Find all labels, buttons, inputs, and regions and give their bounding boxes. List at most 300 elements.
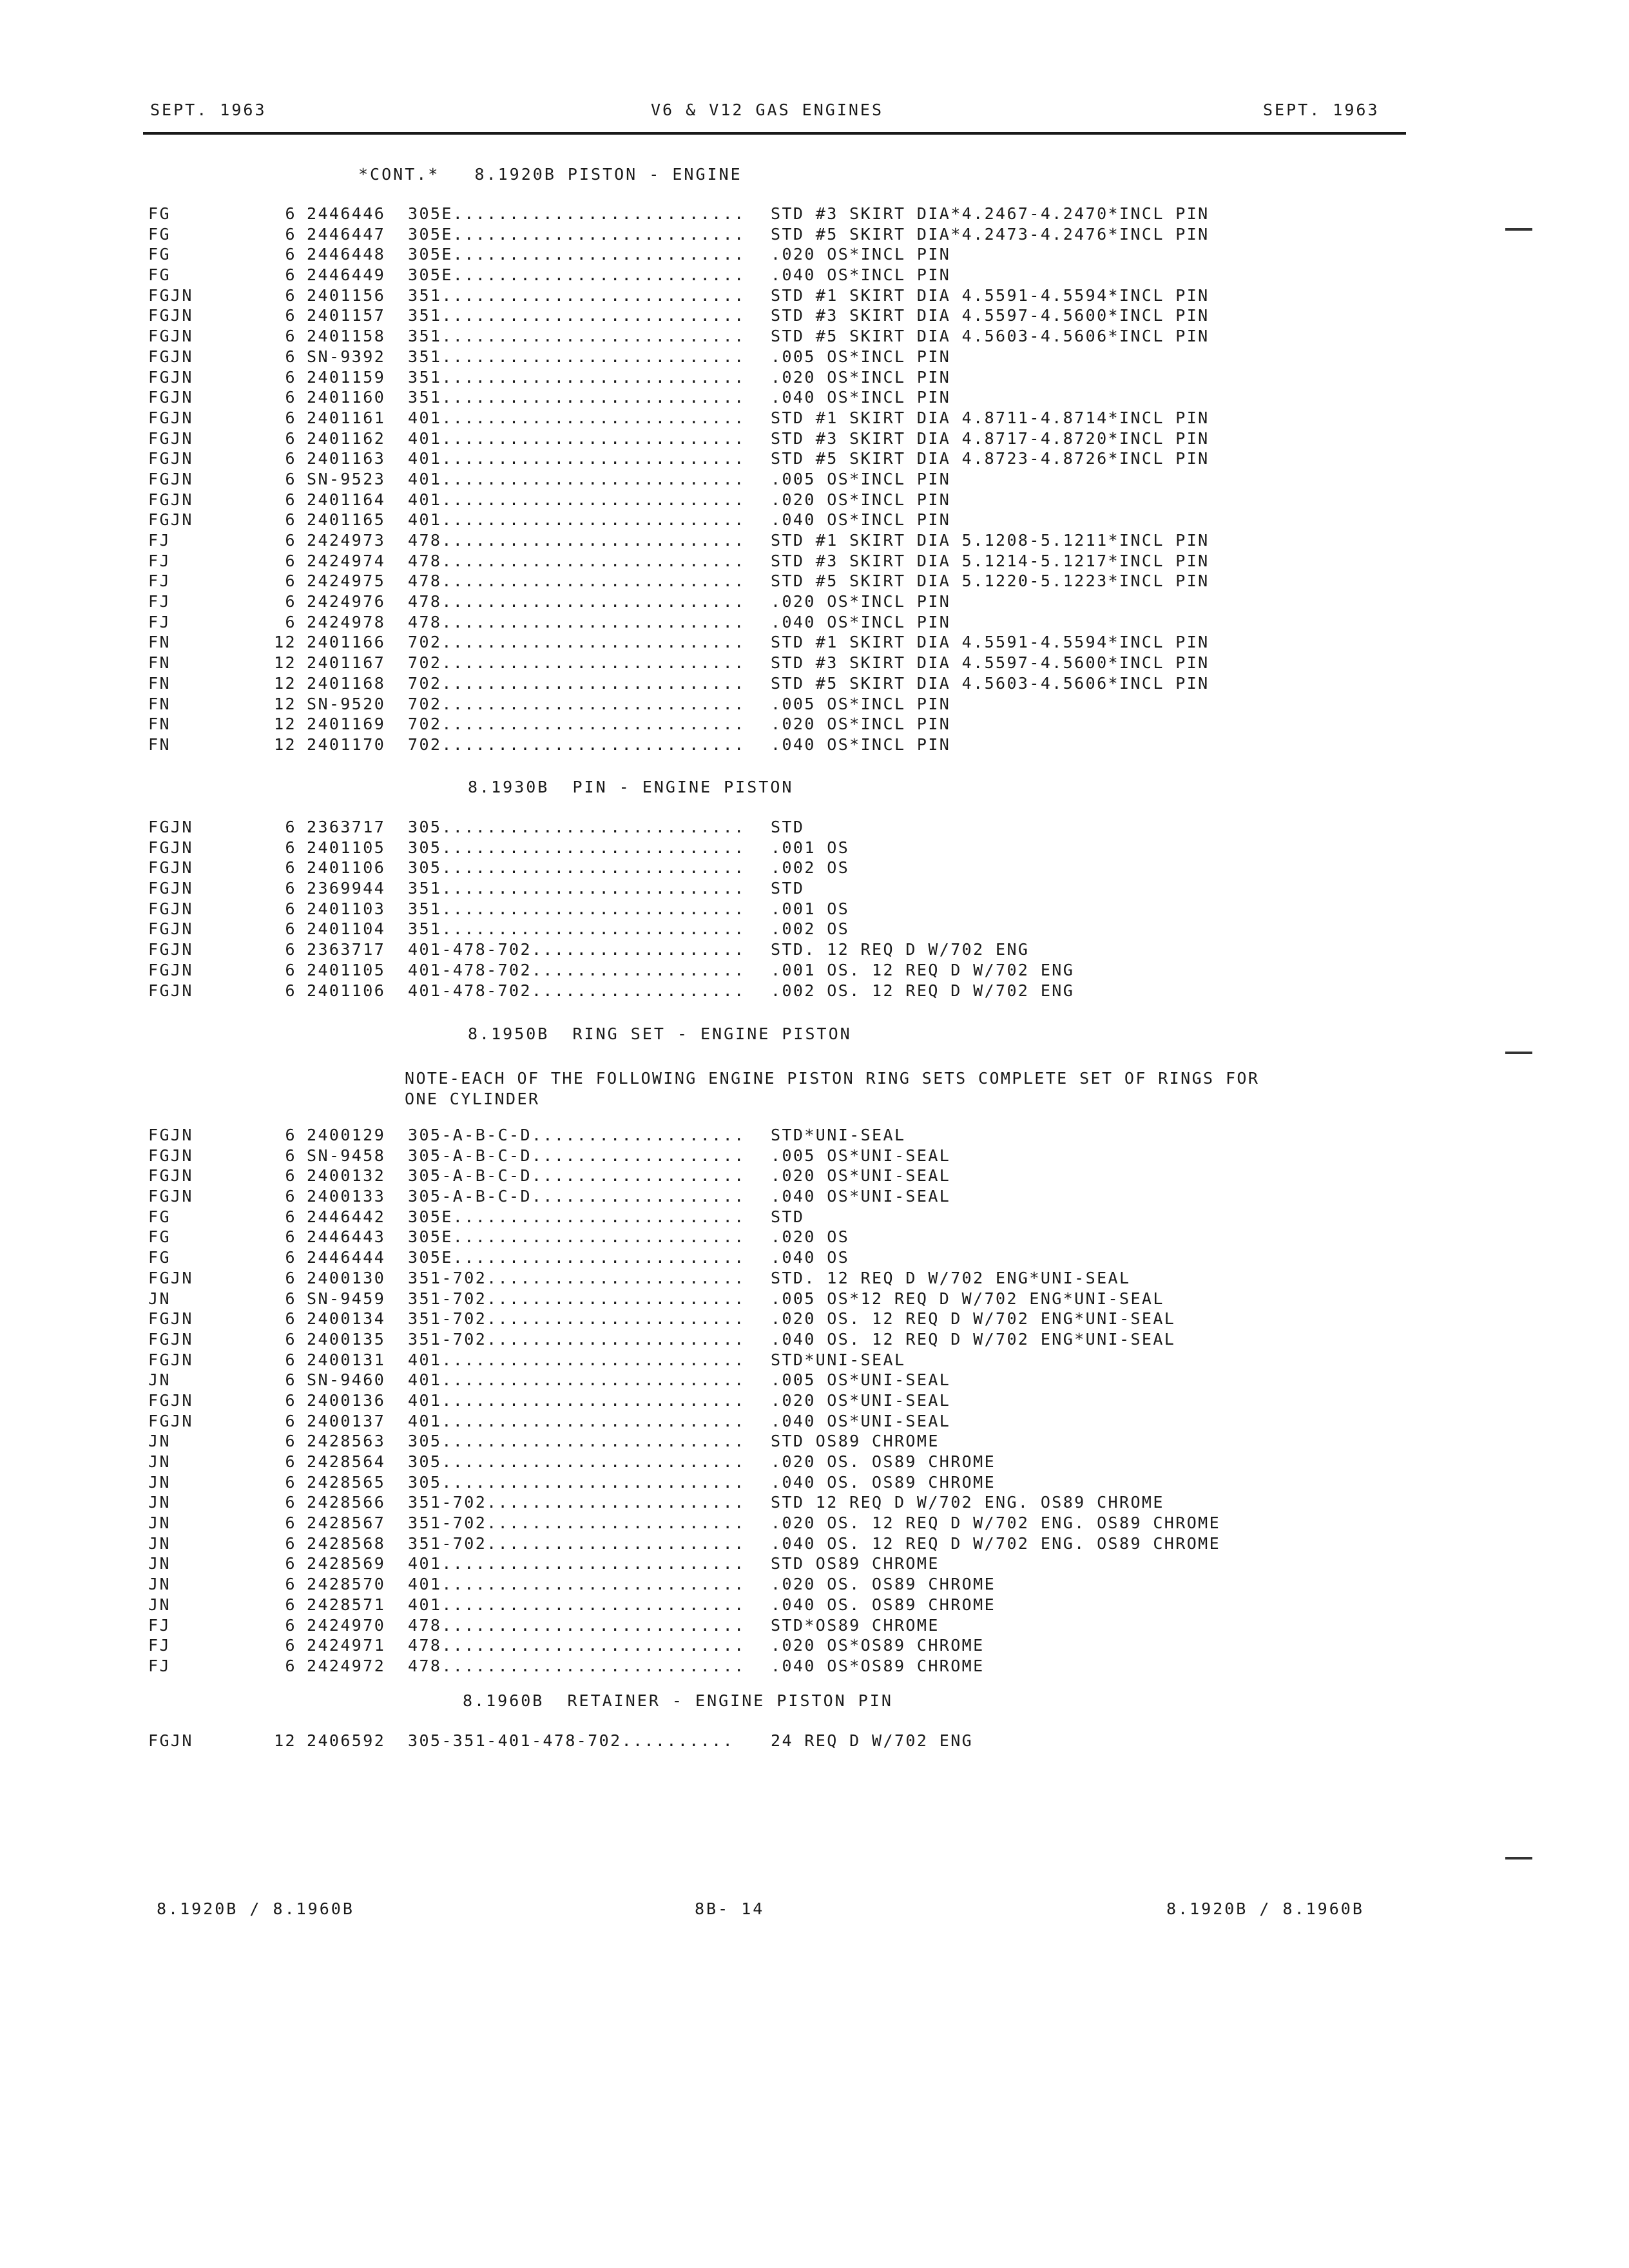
description: .005 OS*INCL PIN	[771, 694, 951, 713]
table-row	[0, 714, 1629, 735]
part-number: 2424970	[307, 1615, 386, 1635]
part-number: 2428564	[307, 1452, 386, 1471]
part-number: 2400132	[307, 1166, 386, 1186]
table-row	[0, 530, 1629, 551]
table-row	[0, 1431, 1629, 1452]
table-row	[0, 1186, 1629, 1207]
part-number: 2401160	[307, 388, 386, 407]
engine-model: 401...........................	[408, 1370, 746, 1390]
quantity: 12	[274, 673, 296, 693]
ring-set-note	[405, 1068, 1259, 1109]
engine-model: 401...........................	[408, 1575, 746, 1594]
model-code: FJ	[148, 1636, 171, 1655]
table-row	[0, 428, 1629, 449]
part-number: 2446444	[307, 1248, 386, 1267]
description: STD #3 SKIRT DIA 4.8717-4.8720*INCL PIN	[771, 428, 1210, 448]
quantity: 6	[285, 1309, 296, 1329]
engine-model: 351-702.......................	[408, 1514, 746, 1533]
model-code: FGJN	[148, 469, 193, 488]
engine-model: 305E..........................	[408, 245, 746, 264]
quantity: 6	[285, 1207, 296, 1226]
part-number: SN-9523	[307, 469, 386, 488]
description: .040 OS. OS89 CHROME	[771, 1472, 996, 1492]
quantity: 6	[285, 1452, 296, 1471]
part-number: 2401169	[307, 715, 386, 734]
model-code: FG	[148, 1227, 171, 1247]
part-number: 2400131	[307, 1350, 386, 1369]
description: .040 OS. OS89 CHROME	[771, 1595, 996, 1614]
description: .020 OS*UNI-SEAL	[771, 1166, 951, 1186]
model-code: FGJN	[148, 408, 193, 427]
table-row	[0, 510, 1629, 530]
model-code: FG	[148, 224, 171, 244]
part-number: 2424974	[307, 551, 386, 570]
description: STD	[771, 1207, 805, 1226]
description: STD #3 SKIRT DIA 4.5597-4.5600*INCL PIN	[771, 653, 1210, 673]
engine-model: 401...........................	[408, 1554, 746, 1573]
model-code: FGJN	[148, 879, 193, 898]
description: .020 OS*INCL PIN	[771, 592, 951, 611]
model-code: FGJN	[148, 490, 193, 509]
model-code: FGJN	[148, 1350, 193, 1369]
part-number: 2424976	[307, 592, 386, 611]
description: STD #5 SKIRT DIA 4.5603-4.5606*INCL PIN	[771, 327, 1210, 346]
engine-model: 478...........................	[408, 612, 746, 631]
part-number: SN-9458	[307, 1146, 386, 1165]
table-row	[0, 285, 1629, 306]
part-number: 2446448	[307, 245, 386, 264]
table-row	[0, 1146, 1629, 1166]
model-code: JN	[148, 1370, 171, 1390]
quantity: 6	[285, 551, 296, 570]
quantity: 6	[285, 981, 296, 1000]
engine-model: 702...........................	[408, 673, 746, 693]
model-code: FGJN	[148, 981, 193, 1000]
table-row	[0, 1207, 1629, 1227]
engine-model: 401...........................	[408, 490, 746, 509]
model-code: FN	[148, 694, 171, 713]
engine-model: 401...........................	[408, 1411, 746, 1430]
description: .020 OS. OS89 CHROME	[771, 1452, 996, 1471]
ring-set-note-line1: NOTE-EACH OF THE FOLLOWING ENGINE PISTON RING SETS COMPLETE SET OF RINGS FOR	[405, 1069, 1260, 1088]
engine-model: 351...........................	[408, 388, 746, 407]
quantity: 6	[285, 469, 296, 488]
quantity: 6	[285, 1554, 296, 1573]
engine-model: 305-A-B-C-D...................	[408, 1166, 746, 1186]
part-number: SN-9459	[307, 1289, 386, 1308]
part-number: 2428566	[307, 1493, 386, 1512]
part-number: 2446443	[307, 1227, 386, 1247]
engine-model: 305...........................	[408, 858, 746, 878]
table-row	[0, 265, 1629, 285]
description: .040 OS*INCL PIN	[771, 612, 951, 631]
description: STD*UNI-SEAL	[771, 1350, 906, 1369]
quantity: 6	[285, 265, 296, 285]
part-number: 2400136	[307, 1390, 386, 1410]
quantity: 6	[285, 612, 296, 631]
quantity: 6	[285, 818, 296, 836]
model-code: JN	[148, 1493, 171, 1512]
table-row	[0, 1492, 1629, 1513]
quantity: 6	[285, 1493, 296, 1512]
part-number: 2401170	[307, 735, 386, 754]
description: STD*UNI-SEAL	[771, 1126, 906, 1144]
model-code: FJ	[148, 572, 171, 591]
engine-model: 351...........................	[408, 879, 746, 898]
table-row	[0, 939, 1629, 960]
part-number: 2401161	[307, 408, 386, 427]
footer-left: 8.1920B / 8.1960B	[157, 1899, 354, 1918]
description: STD. 12 REQ D W/702 ENG*UNI-SEAL	[771, 1268, 1131, 1287]
engine-model: 478...........................	[408, 1636, 746, 1655]
quantity: 6	[285, 449, 296, 468]
part-number: 2401159	[307, 367, 386, 387]
part-number: 2428570	[307, 1575, 386, 1594]
description: .040 OS*INCL PIN	[771, 510, 951, 530]
engine-model: 305-351-401-478-702..........	[408, 1731, 735, 1750]
quantity: 6	[285, 1411, 296, 1430]
engine-model: 351...........................	[408, 285, 746, 305]
model-code: FGJN	[148, 838, 193, 857]
table-row	[0, 326, 1629, 347]
model-code: FN	[148, 653, 171, 673]
engine-model: 478...........................	[408, 1656, 746, 1675]
description: STD #5 SKIRT DIA*4.2473-4.2476*INCL PIN	[771, 224, 1210, 244]
table-row	[0, 1452, 1629, 1472]
quantity: 6	[285, 347, 296, 366]
description: .002 OS	[771, 858, 850, 878]
model-code: FJ	[148, 531, 171, 550]
table-row	[0, 1350, 1629, 1370]
model-code: JN	[148, 1595, 171, 1614]
part-number: 2428567	[307, 1514, 386, 1533]
model-code: FGJN	[148, 1309, 193, 1329]
engine-model: 305E..........................	[408, 265, 746, 285]
table-row	[0, 1533, 1629, 1554]
quantity: 6	[285, 572, 296, 591]
model-code: FJ	[148, 612, 171, 631]
table-row	[0, 1553, 1629, 1574]
description: .040 OS*INCL PIN	[771, 265, 951, 285]
part-number: SN-9520	[307, 694, 386, 713]
quantity: 6	[285, 1146, 296, 1165]
table-row	[0, 735, 1629, 755]
quantity: 6	[285, 388, 296, 407]
section-title-retainer: 8.1960B RETAINER - ENGINE PISTON PIN	[463, 1691, 893, 1710]
table-row	[0, 612, 1629, 633]
engine-model: 401...........................	[408, 1390, 746, 1410]
part-number: 2446442	[307, 1207, 386, 1226]
table-row	[0, 1268, 1629, 1289]
quantity: 6	[285, 899, 296, 918]
table-row	[0, 448, 1629, 469]
quantity: 12	[274, 653, 296, 673]
engine-model: 305...........................	[408, 1452, 746, 1471]
description: STD 12 REQ D W/702 ENG. OS89 CHROME	[771, 1493, 1164, 1512]
description: .020 OS*INCL PIN	[771, 367, 951, 387]
model-code: FJ	[148, 551, 171, 570]
model-code: FGJN	[148, 347, 193, 366]
quantity: 6	[285, 1268, 296, 1287]
description: .040 OS*INCL PIN	[771, 735, 951, 754]
table-row	[0, 960, 1629, 981]
quantity: 6	[285, 1227, 296, 1247]
engine-model: 401-478-702...................	[408, 940, 746, 959]
part-number: 2424973	[307, 531, 386, 550]
quantity: 6	[285, 490, 296, 509]
table-row	[0, 224, 1629, 245]
engine-model: 401...........................	[408, 1350, 746, 1369]
description: STD #5 SKIRT DIA 4.5603-4.5606*INCL PIN	[771, 673, 1210, 693]
part-number: 2400137	[307, 1411, 386, 1430]
engine-model: 401...........................	[408, 449, 746, 468]
table-row	[0, 1472, 1629, 1493]
model-code: JN	[148, 1533, 171, 1553]
engine-model: 305E..........................	[408, 1248, 746, 1267]
table-row	[0, 1513, 1629, 1533]
engine-model: 401...........................	[408, 510, 746, 530]
engine-model: 702...........................	[408, 694, 746, 713]
model-code: FGJN	[148, 306, 193, 325]
model-code: FGJN	[148, 428, 193, 448]
description: .040 OS*UNI-SEAL	[771, 1411, 951, 1430]
table-row	[0, 694, 1629, 715]
quantity: 6	[285, 531, 296, 550]
description: .040 OS*OS89 CHROME	[771, 1656, 985, 1675]
description: .020 OS*INCL PIN	[771, 490, 951, 509]
table-row	[0, 347, 1629, 367]
part-number: 2401104	[307, 919, 386, 939]
part-number: 2401162	[307, 428, 386, 448]
model-code: FGJN	[148, 1411, 193, 1430]
table-row	[0, 817, 1629, 838]
table-row	[0, 387, 1629, 408]
header-date-right: SEPT. 1963	[1263, 101, 1380, 119]
table-row	[0, 1125, 1629, 1146]
engine-model: 478...........................	[408, 531, 746, 550]
table-row	[0, 1411, 1629, 1432]
quantity: 6	[285, 1166, 296, 1186]
engine-model: 351...........................	[408, 919, 746, 939]
engine-model: 305...........................	[408, 1472, 746, 1492]
section-title-pin: 8.1930B PIN - ENGINE PISTON	[468, 778, 794, 796]
model-code: FGJN	[148, 388, 193, 407]
model-code: FJ	[148, 1656, 171, 1675]
table-row	[0, 919, 1629, 939]
part-number: 2401164	[307, 490, 386, 509]
engine-model: 702...........................	[408, 653, 746, 673]
model-code: FGJN	[148, 1731, 193, 1750]
engine-model: 351-702.......................	[408, 1533, 746, 1553]
description: .020 OS. 12 REQ D W/702 ENG*UNI-SEAL	[771, 1309, 1176, 1329]
engine-model: 351-702.......................	[408, 1268, 746, 1287]
model-code: FGJN	[148, 1146, 193, 1165]
description: STD #1 SKIRT DIA 5.1208-5.1211*INCL PIN	[771, 531, 1210, 550]
table-row	[0, 899, 1629, 919]
quantity: 6	[285, 1289, 296, 1308]
table-row	[0, 1166, 1629, 1186]
engine-model: 351-702.......................	[408, 1329, 746, 1349]
engine-model: 305...........................	[408, 838, 746, 857]
engine-model: 702...........................	[408, 715, 746, 734]
description: .020 OS	[771, 1227, 850, 1247]
model-code: FG	[148, 1248, 171, 1267]
quantity: 6	[285, 1533, 296, 1553]
part-number: 2400130	[307, 1268, 386, 1287]
part-number: 2424971	[307, 1636, 386, 1655]
ring-set-note-line2: ONE CYLINDER	[405, 1089, 540, 1108]
table-row	[0, 244, 1629, 265]
part-number: 2401103	[307, 899, 386, 918]
part-number: 2401105	[307, 838, 386, 857]
part-number: 2400133	[307, 1187, 386, 1206]
header-title: V6 & V12 GAS ENGINES	[651, 101, 884, 119]
part-number: 2446449	[307, 265, 386, 285]
part-number: 2428571	[307, 1595, 386, 1614]
part-number: 2400134	[307, 1309, 386, 1329]
part-number: 2401158	[307, 327, 386, 346]
table-row	[0, 204, 1629, 224]
description: .001 OS	[771, 899, 850, 918]
quantity: 6	[285, 1370, 296, 1390]
engine-model: 401-478-702...................	[408, 981, 746, 1000]
engine-model: 305-A-B-C-D...................	[408, 1187, 746, 1206]
quantity: 6	[285, 940, 296, 959]
description: STD	[771, 879, 805, 898]
model-code: FN	[148, 715, 171, 734]
ring-set-parts-list	[0, 1125, 1629, 1677]
model-code: JN	[148, 1472, 171, 1492]
table-row	[0, 1635, 1629, 1656]
engine-model: 305-A-B-C-D...................	[408, 1146, 746, 1165]
engine-model: 351-702.......................	[408, 1309, 746, 1329]
description: STD. 12 REQ D W/702 ENG	[771, 940, 1030, 959]
model-code: FJ	[148, 592, 171, 611]
description: .002 OS	[771, 919, 850, 939]
table-row	[0, 673, 1629, 694]
description: .020 OS*UNI-SEAL	[771, 1390, 951, 1410]
footer-page-number: 8B- 14	[695, 1899, 765, 1918]
engine-model: 351...........................	[408, 327, 746, 346]
model-code: FGJN	[148, 1166, 193, 1186]
part-number: 2401168	[307, 673, 386, 693]
part-number: 2428569	[307, 1554, 386, 1573]
margin-mark	[1505, 1857, 1532, 1860]
section-title-piston-cont: *CONT.* 8.1920B PISTON - ENGINE	[358, 165, 742, 184]
quantity: 6	[285, 1472, 296, 1492]
piston-parts-list	[0, 204, 1629, 755]
quantity: 6	[285, 1432, 296, 1451]
table-row	[0, 1289, 1629, 1309]
model-code: FN	[148, 735, 171, 754]
description: .020 OS*OS89 CHROME	[771, 1636, 985, 1655]
model-code: FGJN	[148, 1126, 193, 1144]
quantity: 6	[285, 1350, 296, 1369]
pin-parts-list	[0, 817, 1629, 1001]
quantity: 6	[285, 1595, 296, 1614]
engine-model: 478...........................	[408, 551, 746, 570]
part-number: SN-9392	[307, 347, 386, 366]
table-row	[0, 490, 1629, 510]
engine-model: 401...........................	[408, 408, 746, 427]
table-row	[0, 305, 1629, 326]
table-row	[0, 1227, 1629, 1247]
description: .020 OS. OS89 CHROME	[771, 1575, 996, 1594]
retainer-parts-list	[0, 1731, 1629, 1751]
part-number: 2428563	[307, 1432, 386, 1451]
model-code: JN	[148, 1554, 171, 1573]
engine-model: 401...........................	[408, 469, 746, 488]
model-code: JN	[148, 1575, 171, 1594]
engine-model: 478...........................	[408, 1615, 746, 1635]
model-code: JN	[148, 1452, 171, 1471]
quantity: 6	[285, 1248, 296, 1267]
engine-model: 351...........................	[408, 347, 746, 366]
table-row	[0, 367, 1629, 388]
part-number: 2401157	[307, 306, 386, 325]
part-number: SN-9460	[307, 1370, 386, 1390]
model-code: FN	[148, 673, 171, 693]
engine-model: 351-702.......................	[408, 1493, 746, 1512]
description: STD*OS89 CHROME	[771, 1615, 940, 1635]
description: STD #1 SKIRT DIA 4.8711-4.8714*INCL PIN	[771, 408, 1210, 427]
engine-model: 401-478-702...................	[408, 960, 746, 979]
description: .020 OS*INCL PIN	[771, 715, 951, 734]
description: .005 OS*INCL PIN	[771, 347, 951, 366]
part-number: 2400135	[307, 1329, 386, 1349]
table-row	[0, 878, 1629, 899]
part-number: 2428565	[307, 1472, 386, 1492]
model-code: JN	[148, 1289, 171, 1308]
quantity: 6	[285, 1656, 296, 1675]
part-number: 2401163	[307, 449, 386, 468]
table-row	[0, 1574, 1629, 1595]
description: .020 OS*INCL PIN	[771, 245, 951, 264]
description: STD #3 SKIRT DIA*4.2467-4.2470*INCL PIN	[771, 204, 1210, 223]
model-code: JN	[148, 1514, 171, 1533]
quantity: 6	[285, 960, 296, 979]
quantity: 6	[285, 1187, 296, 1206]
description: STD #1 SKIRT DIA 4.5591-4.5594*INCL PIN	[771, 633, 1210, 652]
quantity: 6	[285, 327, 296, 346]
description: STD #5 SKIRT DIA 5.1220-5.1223*INCL PIN	[771, 572, 1210, 591]
model-code: FG	[148, 265, 171, 285]
table-row	[0, 571, 1629, 591]
description: STD	[771, 818, 805, 836]
model-code: FG	[148, 204, 171, 223]
table-row	[0, 1370, 1629, 1390]
footer-right: 8.1920B / 8.1960B	[1166, 1899, 1364, 1918]
header-date-left: SEPT. 1963	[150, 101, 267, 119]
quantity: 6	[285, 1126, 296, 1144]
table-row	[0, 1615, 1629, 1636]
table-row	[0, 858, 1629, 878]
model-code: FGJN	[148, 285, 193, 305]
quantity: 6	[285, 408, 296, 427]
engine-model: 305E..........................	[408, 1207, 746, 1226]
description: .005 OS*INCL PIN	[771, 469, 951, 488]
quantity: 12	[274, 715, 296, 734]
table-row	[0, 1329, 1629, 1350]
model-code: FGJN	[148, 1187, 193, 1206]
part-number: 2401105	[307, 960, 386, 979]
part-number: 2363717	[307, 940, 386, 959]
engine-model: 305E..........................	[408, 1227, 746, 1247]
table-row	[0, 1595, 1629, 1615]
quantity: 6	[285, 224, 296, 244]
part-number: 2424972	[307, 1656, 386, 1675]
part-number: 2401106	[307, 981, 386, 1000]
